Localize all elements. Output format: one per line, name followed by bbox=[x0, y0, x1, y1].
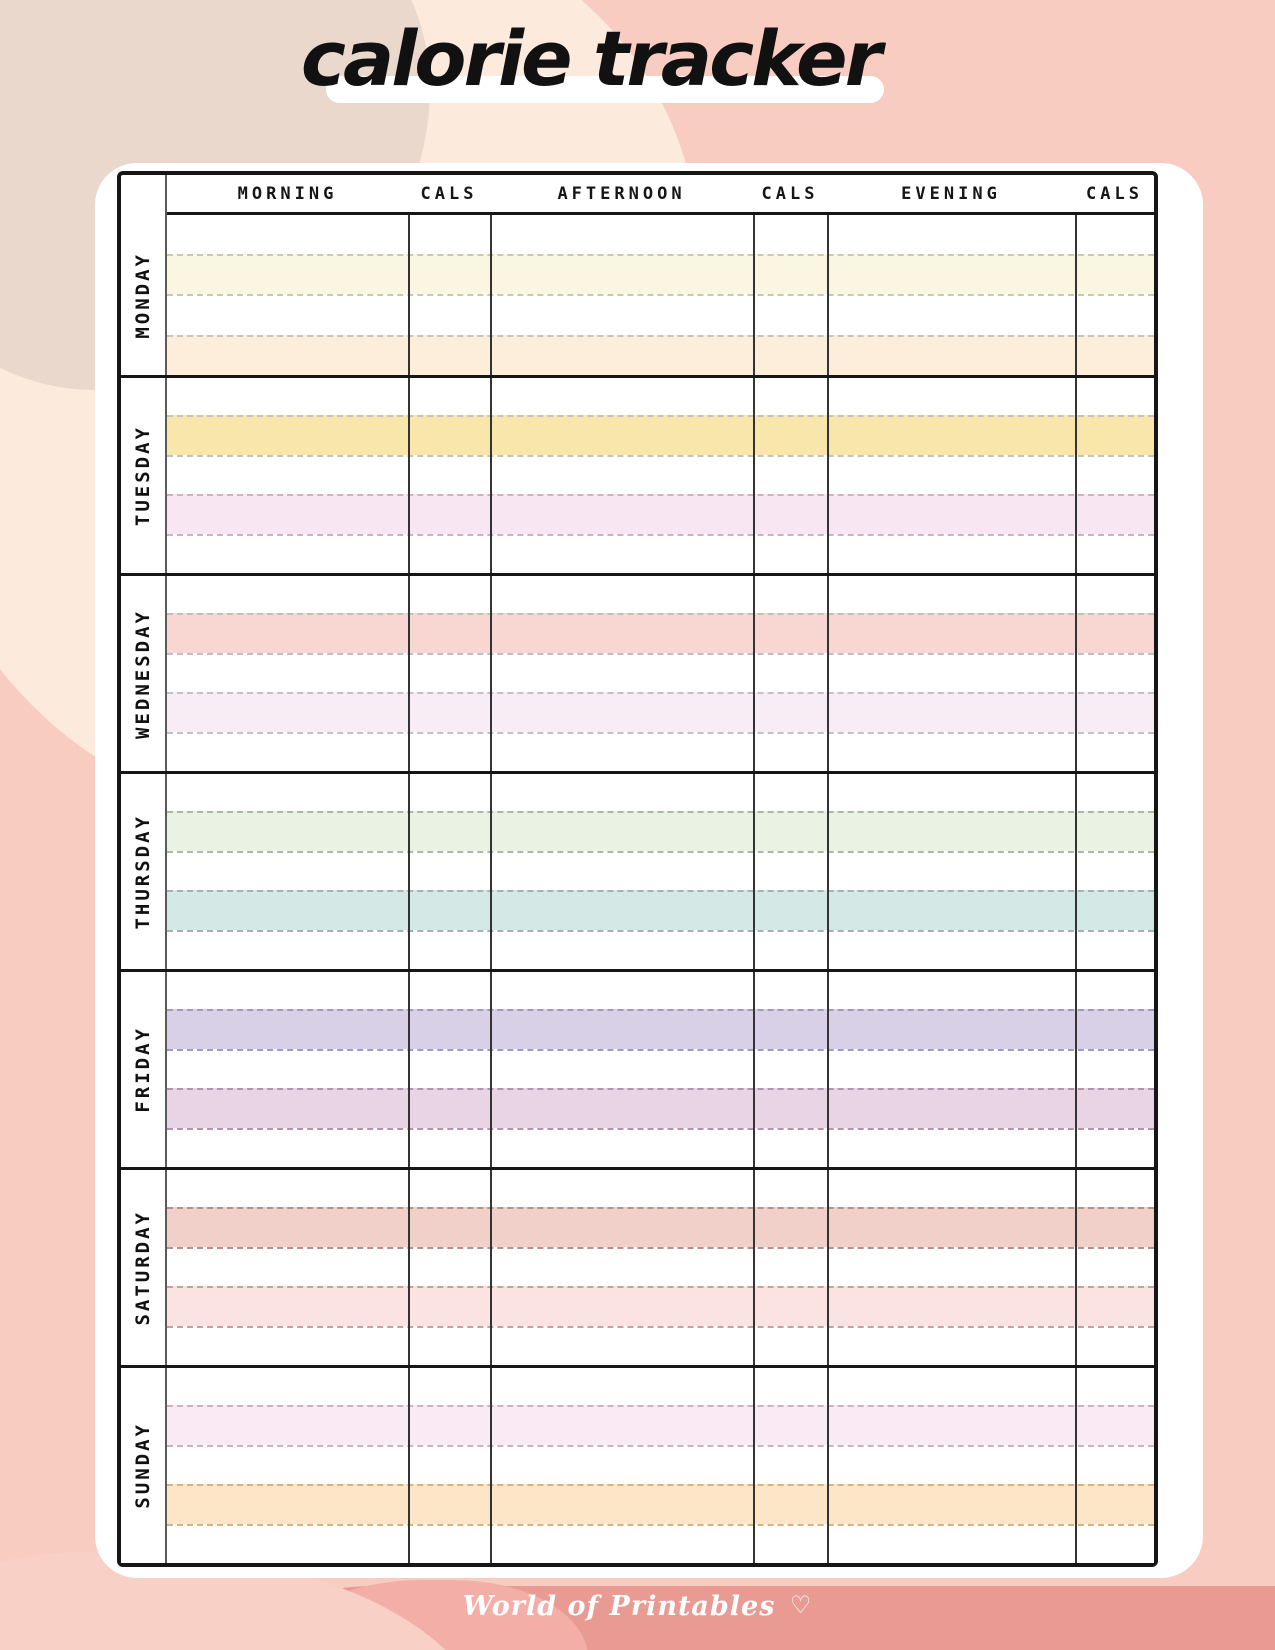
column-divider bbox=[827, 972, 829, 1167]
header-morning-0: MORNING bbox=[237, 183, 338, 204]
column-divider bbox=[1075, 972, 1077, 1167]
entry-row bbox=[167, 890, 1154, 929]
table-header-row bbox=[121, 175, 1154, 215]
entry-row bbox=[167, 1326, 1154, 1365]
entry-row bbox=[167, 732, 1154, 771]
day-label-cell bbox=[121, 1368, 167, 1563]
entry-row bbox=[167, 294, 1154, 335]
day-label: WEDNESDAY bbox=[132, 608, 154, 739]
day-rows bbox=[167, 1368, 1154, 1563]
footer-brand bbox=[0, 1590, 1275, 1622]
header-cals-1: CALS bbox=[420, 183, 478, 204]
column-divider bbox=[408, 378, 410, 573]
column-divider bbox=[408, 972, 410, 1167]
entry-row bbox=[167, 1088, 1154, 1127]
column-divider bbox=[827, 378, 829, 573]
entry-row bbox=[167, 1207, 1154, 1246]
column-divider bbox=[753, 215, 755, 375]
day-column-header-spacer bbox=[121, 175, 167, 215]
column-divider bbox=[490, 1368, 492, 1563]
column-divider bbox=[408, 1368, 410, 1563]
day-label: TUESDAY bbox=[132, 424, 154, 527]
entry-row bbox=[167, 930, 1154, 969]
column-divider bbox=[827, 576, 829, 771]
column-divider bbox=[753, 1170, 755, 1365]
entry-row bbox=[167, 415, 1154, 454]
heart-icon: ♡ bbox=[789, 1590, 813, 1619]
day-label: MONDAY bbox=[132, 251, 154, 339]
day-label-cell bbox=[121, 1170, 167, 1365]
column-divider bbox=[408, 576, 410, 771]
page-title: calorie tracker bbox=[300, 14, 880, 103]
entry-row bbox=[167, 1484, 1154, 1523]
entry-row bbox=[167, 1286, 1154, 1325]
entry-row bbox=[167, 1049, 1154, 1088]
column-divider bbox=[1075, 378, 1077, 573]
day-label: FRIDAY bbox=[132, 1026, 154, 1113]
day-rows bbox=[167, 1170, 1154, 1365]
column-divider bbox=[490, 378, 492, 573]
entry-row bbox=[167, 378, 1154, 415]
column-divider bbox=[490, 774, 492, 969]
day-label: SATURDAY bbox=[132, 1209, 154, 1326]
header-cals-5: CALS bbox=[1086, 183, 1143, 204]
entry-row bbox=[167, 1524, 1154, 1563]
table-header-cells bbox=[167, 175, 1154, 215]
entry-row bbox=[167, 455, 1154, 494]
column-divider bbox=[753, 576, 755, 771]
day-sections bbox=[121, 215, 1154, 1563]
entry-row bbox=[167, 811, 1154, 850]
column-divider bbox=[1075, 774, 1077, 969]
column-divider bbox=[490, 1170, 492, 1365]
header-afternoon-2: AFTERNOON bbox=[557, 183, 686, 204]
entry-row bbox=[167, 1247, 1154, 1286]
column-divider bbox=[408, 215, 410, 375]
day-label-cell bbox=[121, 774, 167, 969]
entry-row bbox=[167, 1405, 1154, 1444]
header-evening-4: EVENING bbox=[901, 183, 1001, 204]
day-label: THURSDAY bbox=[132, 813, 154, 930]
entry-row bbox=[167, 215, 1154, 254]
day-label-cell bbox=[121, 378, 167, 573]
entry-row bbox=[167, 653, 1154, 692]
day-rows bbox=[167, 576, 1154, 771]
day-section-monday bbox=[121, 215, 1154, 375]
header-cals-3: CALS bbox=[761, 183, 819, 204]
column-divider bbox=[753, 972, 755, 1167]
column-divider bbox=[1075, 576, 1077, 771]
entry-row bbox=[167, 972, 1154, 1009]
day-section-saturday bbox=[121, 1167, 1154, 1365]
column-divider bbox=[1075, 1368, 1077, 1563]
entry-row bbox=[167, 1445, 1154, 1484]
entry-row bbox=[167, 254, 1154, 295]
entry-row bbox=[167, 1170, 1154, 1207]
day-section-sunday bbox=[121, 1365, 1154, 1563]
tracker-table bbox=[117, 171, 1158, 1567]
entry-row bbox=[167, 774, 1154, 811]
entry-row bbox=[167, 494, 1154, 533]
column-divider bbox=[490, 215, 492, 375]
column-divider bbox=[490, 576, 492, 771]
day-rows bbox=[167, 972, 1154, 1167]
column-divider bbox=[1075, 215, 1077, 375]
entry-row bbox=[167, 576, 1154, 613]
column-divider bbox=[827, 1170, 829, 1365]
tracker-card bbox=[95, 163, 1203, 1578]
column-divider bbox=[408, 1170, 410, 1365]
entry-row bbox=[167, 692, 1154, 731]
day-label-cell bbox=[121, 972, 167, 1167]
column-divider bbox=[827, 215, 829, 375]
column-divider bbox=[1075, 1170, 1077, 1365]
day-rows bbox=[167, 774, 1154, 969]
column-divider bbox=[753, 774, 755, 969]
day-label: SUNDAY bbox=[132, 1422, 154, 1509]
column-divider bbox=[753, 378, 755, 573]
day-section-friday bbox=[121, 969, 1154, 1167]
day-section-tuesday bbox=[121, 375, 1154, 573]
column-divider bbox=[753, 1368, 755, 1563]
day-section-wednesday bbox=[121, 573, 1154, 771]
entry-row bbox=[167, 613, 1154, 652]
day-rows bbox=[167, 215, 1154, 375]
column-divider bbox=[827, 1368, 829, 1563]
day-label-cell bbox=[121, 215, 167, 375]
entry-row bbox=[167, 335, 1154, 376]
column-divider bbox=[490, 972, 492, 1167]
day-rows bbox=[167, 378, 1154, 573]
column-divider bbox=[408, 774, 410, 969]
entry-row bbox=[167, 1009, 1154, 1048]
entry-row bbox=[167, 1368, 1154, 1405]
entry-row bbox=[167, 851, 1154, 890]
column-divider bbox=[827, 774, 829, 969]
day-section-thursday bbox=[121, 771, 1154, 969]
entry-row bbox=[167, 534, 1154, 573]
footer-brand-text: World of Printables bbox=[462, 1591, 776, 1622]
day-label-cell bbox=[121, 576, 167, 771]
entry-row bbox=[167, 1128, 1154, 1167]
